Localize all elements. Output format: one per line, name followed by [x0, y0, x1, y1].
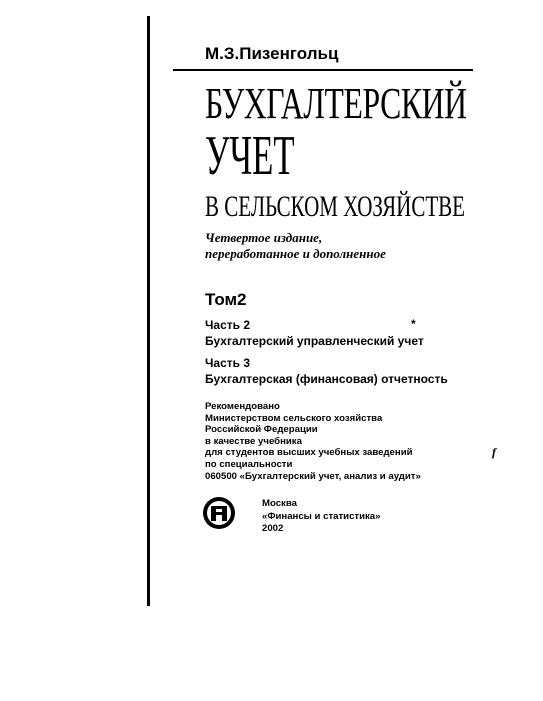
recommendation-line: по специальности	[205, 458, 293, 470]
star-mark: *	[411, 317, 416, 331]
recommendation-line: Министерством сельского хозяйства	[205, 412, 383, 424]
edition-line-2: переработанное и дополненное	[205, 246, 386, 261]
recommendation-line: Рекомендовано	[205, 401, 280, 412]
recommendation-line: для студентов высших учебных заведений	[205, 447, 413, 459]
recommendation-line: в качестве учебника	[205, 435, 302, 447]
author-name: М.З.Пизенгольц	[205, 44, 339, 63]
publisher-city: Москва	[262, 498, 297, 509]
volume-label: Том2	[205, 290, 247, 309]
finansy-i-statistika-logo-icon	[202, 496, 236, 530]
recommendation-line: Российской Федерации	[205, 424, 318, 436]
title-line-2: УЧЕТ	[205, 125, 295, 187]
edition-note	[205, 230, 386, 262]
edition-line-1: Четвертое издание,	[205, 230, 323, 245]
part-2-label: Часть 2	[205, 318, 251, 332]
horizontal-rule	[173, 69, 473, 71]
part-2-title: Бухгалтерский управленческий учет	[205, 334, 424, 348]
title-line-3: В СЕЛЬСКОМ ХОЗЯЙСТВЕ	[205, 190, 466, 223]
recommendation-block	[205, 401, 421, 482]
vertical-rule	[147, 16, 150, 606]
recommendation-line: 060500 «Бухгалтерский учет, анализ и аудит»	[205, 470, 421, 482]
part-3-title: Бухгалтерская (финансовая) отчетность	[205, 372, 448, 386]
publisher-block	[262, 498, 380, 536]
f-mark: f	[492, 445, 496, 459]
publication-year: 2002	[262, 523, 284, 534]
part-3-label: Часть 3	[205, 356, 251, 370]
publisher-name: «Финансы и статистика»	[262, 510, 381, 522]
title-line-1: БУХГАЛТЕРСКИЙ	[205, 79, 467, 128]
